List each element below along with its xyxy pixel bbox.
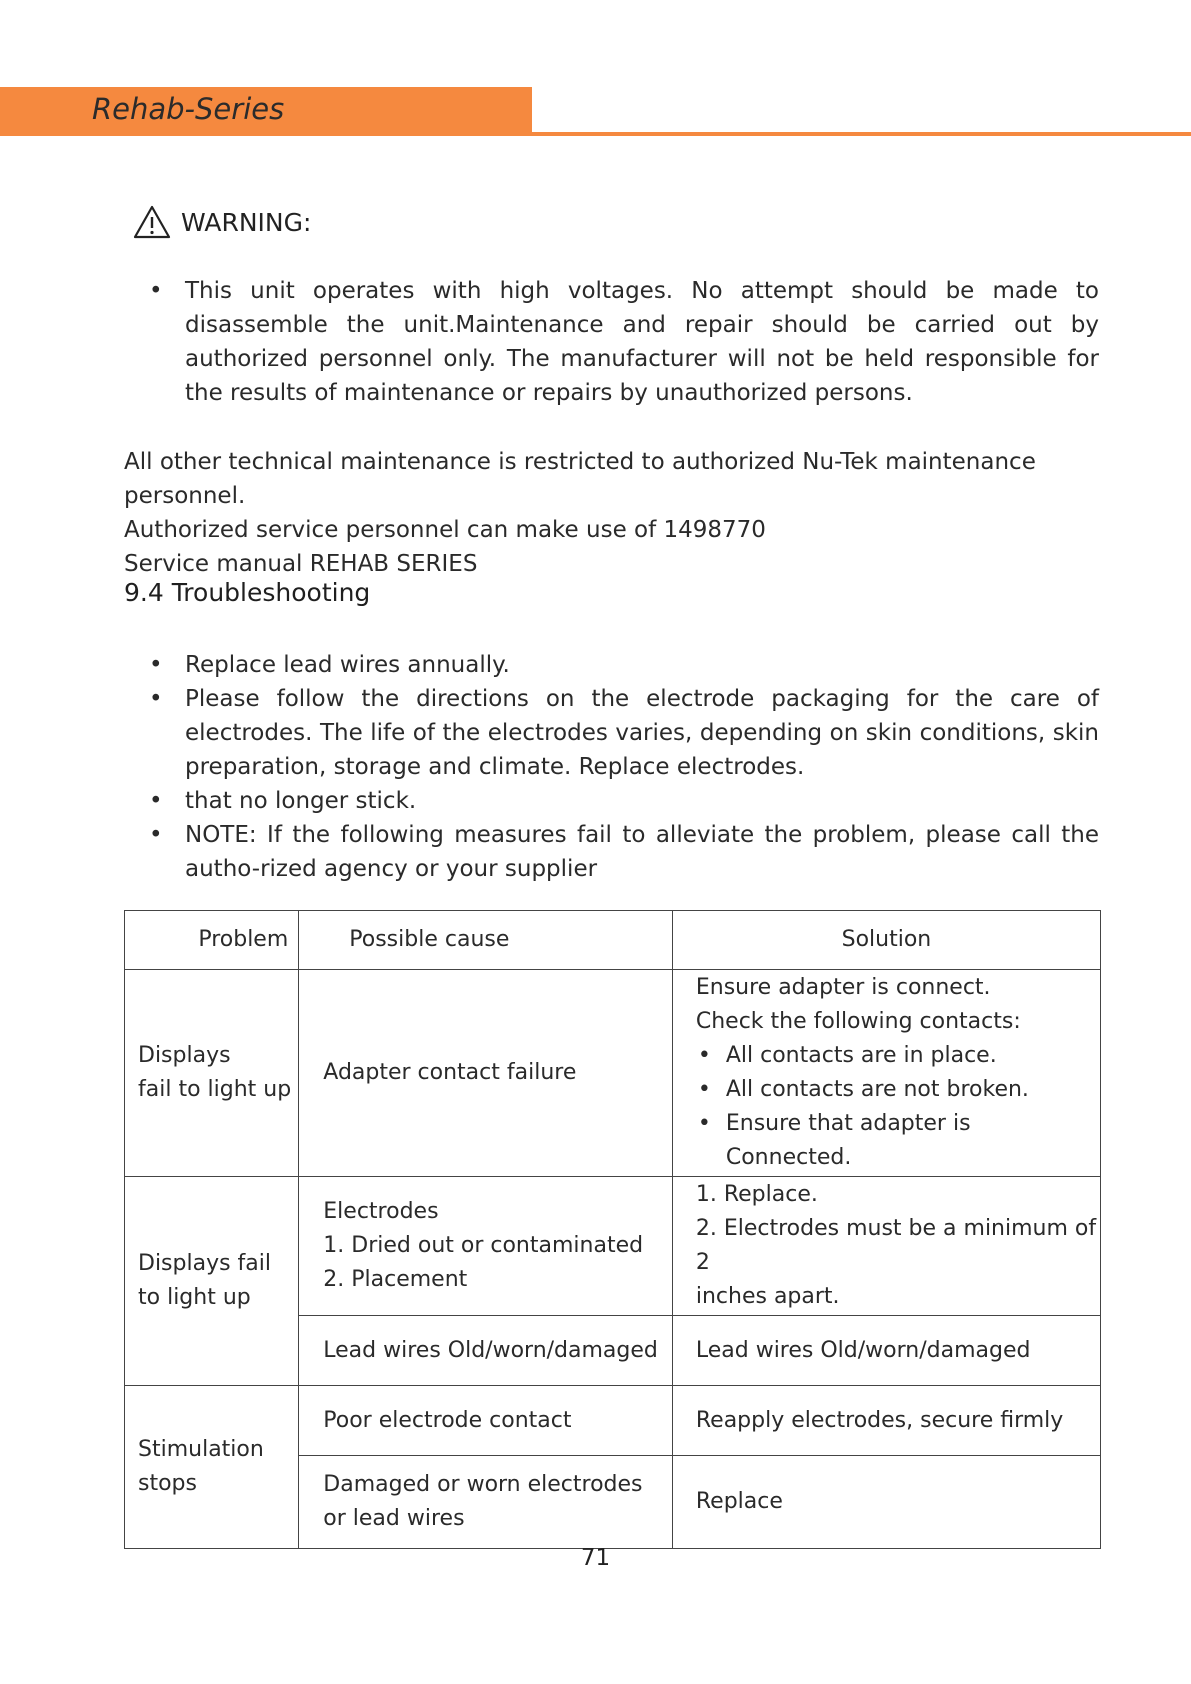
cell-line: Damaged or worn electrodes: [323, 1472, 643, 1497]
page-number: 71: [580, 1545, 611, 1571]
warning-list: [149, 274, 1099, 410]
cell-line: Displays: [138, 1043, 231, 1068]
warning-triangle-icon: [133, 205, 171, 239]
maintenance-line: Service manual REHAB SERIES: [124, 551, 478, 577]
table-row: [125, 970, 1101, 1177]
table-row: [125, 1177, 1101, 1316]
cause-cell: Poor electrode contact: [299, 1386, 673, 1456]
table-row: [125, 1386, 1101, 1456]
cause-cell: Lead wires Old/worn/damaged: [299, 1316, 673, 1386]
cell-line: 1. Dried out or contaminated: [323, 1233, 644, 1258]
maintenance-line: Authorized service personnel can make use of 1498770: [124, 517, 766, 543]
cell-line: 2. Placement: [323, 1267, 468, 1292]
solution-cell: Lead wires Old/worn/damaged: [672, 1316, 1100, 1386]
cell-line: Displays fail: [138, 1251, 271, 1276]
header-solution: Solution: [672, 911, 1100, 970]
warning-item: • This unit operates with high voltages. No attempt should be made to disassemble the unit.Maintenance and repair should be carried out by authorized personnel only. The manufacturer will not be held responsible for the results of maintenance or repairs by unauthorized persons.: [149, 278, 1099, 406]
cell-line: Stimulation: [138, 1437, 264, 1462]
troubleshooting-table: [124, 910, 1101, 1549]
cause-cell: [299, 1456, 673, 1549]
warning-heading: [133, 205, 311, 239]
header-rule: [532, 132, 1191, 136]
solution-cell: Reapply electrodes, secure firmly: [672, 1386, 1100, 1456]
cell-line: stops: [138, 1471, 197, 1496]
list-item: • All contacts are not broken.: [696, 1073, 1099, 1107]
cause-cell: [299, 1177, 673, 1316]
problem-cell: [125, 1177, 299, 1386]
solution-cell: [672, 1177, 1100, 1316]
solution-cell: Replace: [672, 1456, 1100, 1549]
cause-cell: Adapter contact failure: [299, 970, 673, 1177]
troubleshooting-list: [149, 648, 1099, 886]
list-item: • that no longer stick.: [149, 788, 417, 814]
warning-label: WARNING:: [181, 207, 312, 237]
list-item: • Please follow the directions on the electrode packaging for the care of electrodes. The life of the electrodes varies, depending on skin conditions, skin preparation, storage and climate. Replace electrodes.: [149, 686, 1099, 780]
cell-line: Ensure adapter is connect.: [695, 975, 991, 1000]
list-item: • All contacts are in place.: [696, 1039, 1099, 1073]
maintenance-line: All other technical maintenance is restricted to authorized Nu-Tek maintenance personnel.: [124, 449, 1036, 509]
section-title: 9.4 Troubleshooting: [124, 578, 371, 607]
list-item: • Ensure that adapter is Connected.: [696, 1107, 1099, 1175]
cell-line: 2. Electrodes must be a minimum of 2: [695, 1216, 1097, 1275]
cell-line: Check the following contacts:: [695, 1009, 1021, 1034]
list-item: • Replace lead wires annually.: [149, 652, 510, 678]
solution-cell: [672, 970, 1100, 1177]
cell-line: inches apart.: [695, 1284, 840, 1309]
solution-bullets: [696, 1039, 1099, 1175]
cell-line: or lead wires: [323, 1506, 465, 1531]
list-item: • NOTE: If the following measures fail to alleviate the problem, please call the autho-rized agency or your supplier: [149, 822, 1099, 882]
header-cause: Possible cause: [299, 911, 673, 970]
header-title: Rehab-Series: [92, 92, 285, 126]
header-problem: Problem: [125, 911, 299, 970]
cell-line: 1. Replace.: [695, 1182, 818, 1207]
maintenance-paragraph: [124, 445, 1100, 581]
cell-line: fail to light up: [138, 1077, 292, 1102]
cell-line: to light up: [138, 1285, 251, 1310]
cell-line: Electrodes: [323, 1199, 439, 1224]
table-header-row: [125, 911, 1101, 970]
problem-cell: [125, 1386, 299, 1549]
problem-cell: [125, 970, 299, 1177]
